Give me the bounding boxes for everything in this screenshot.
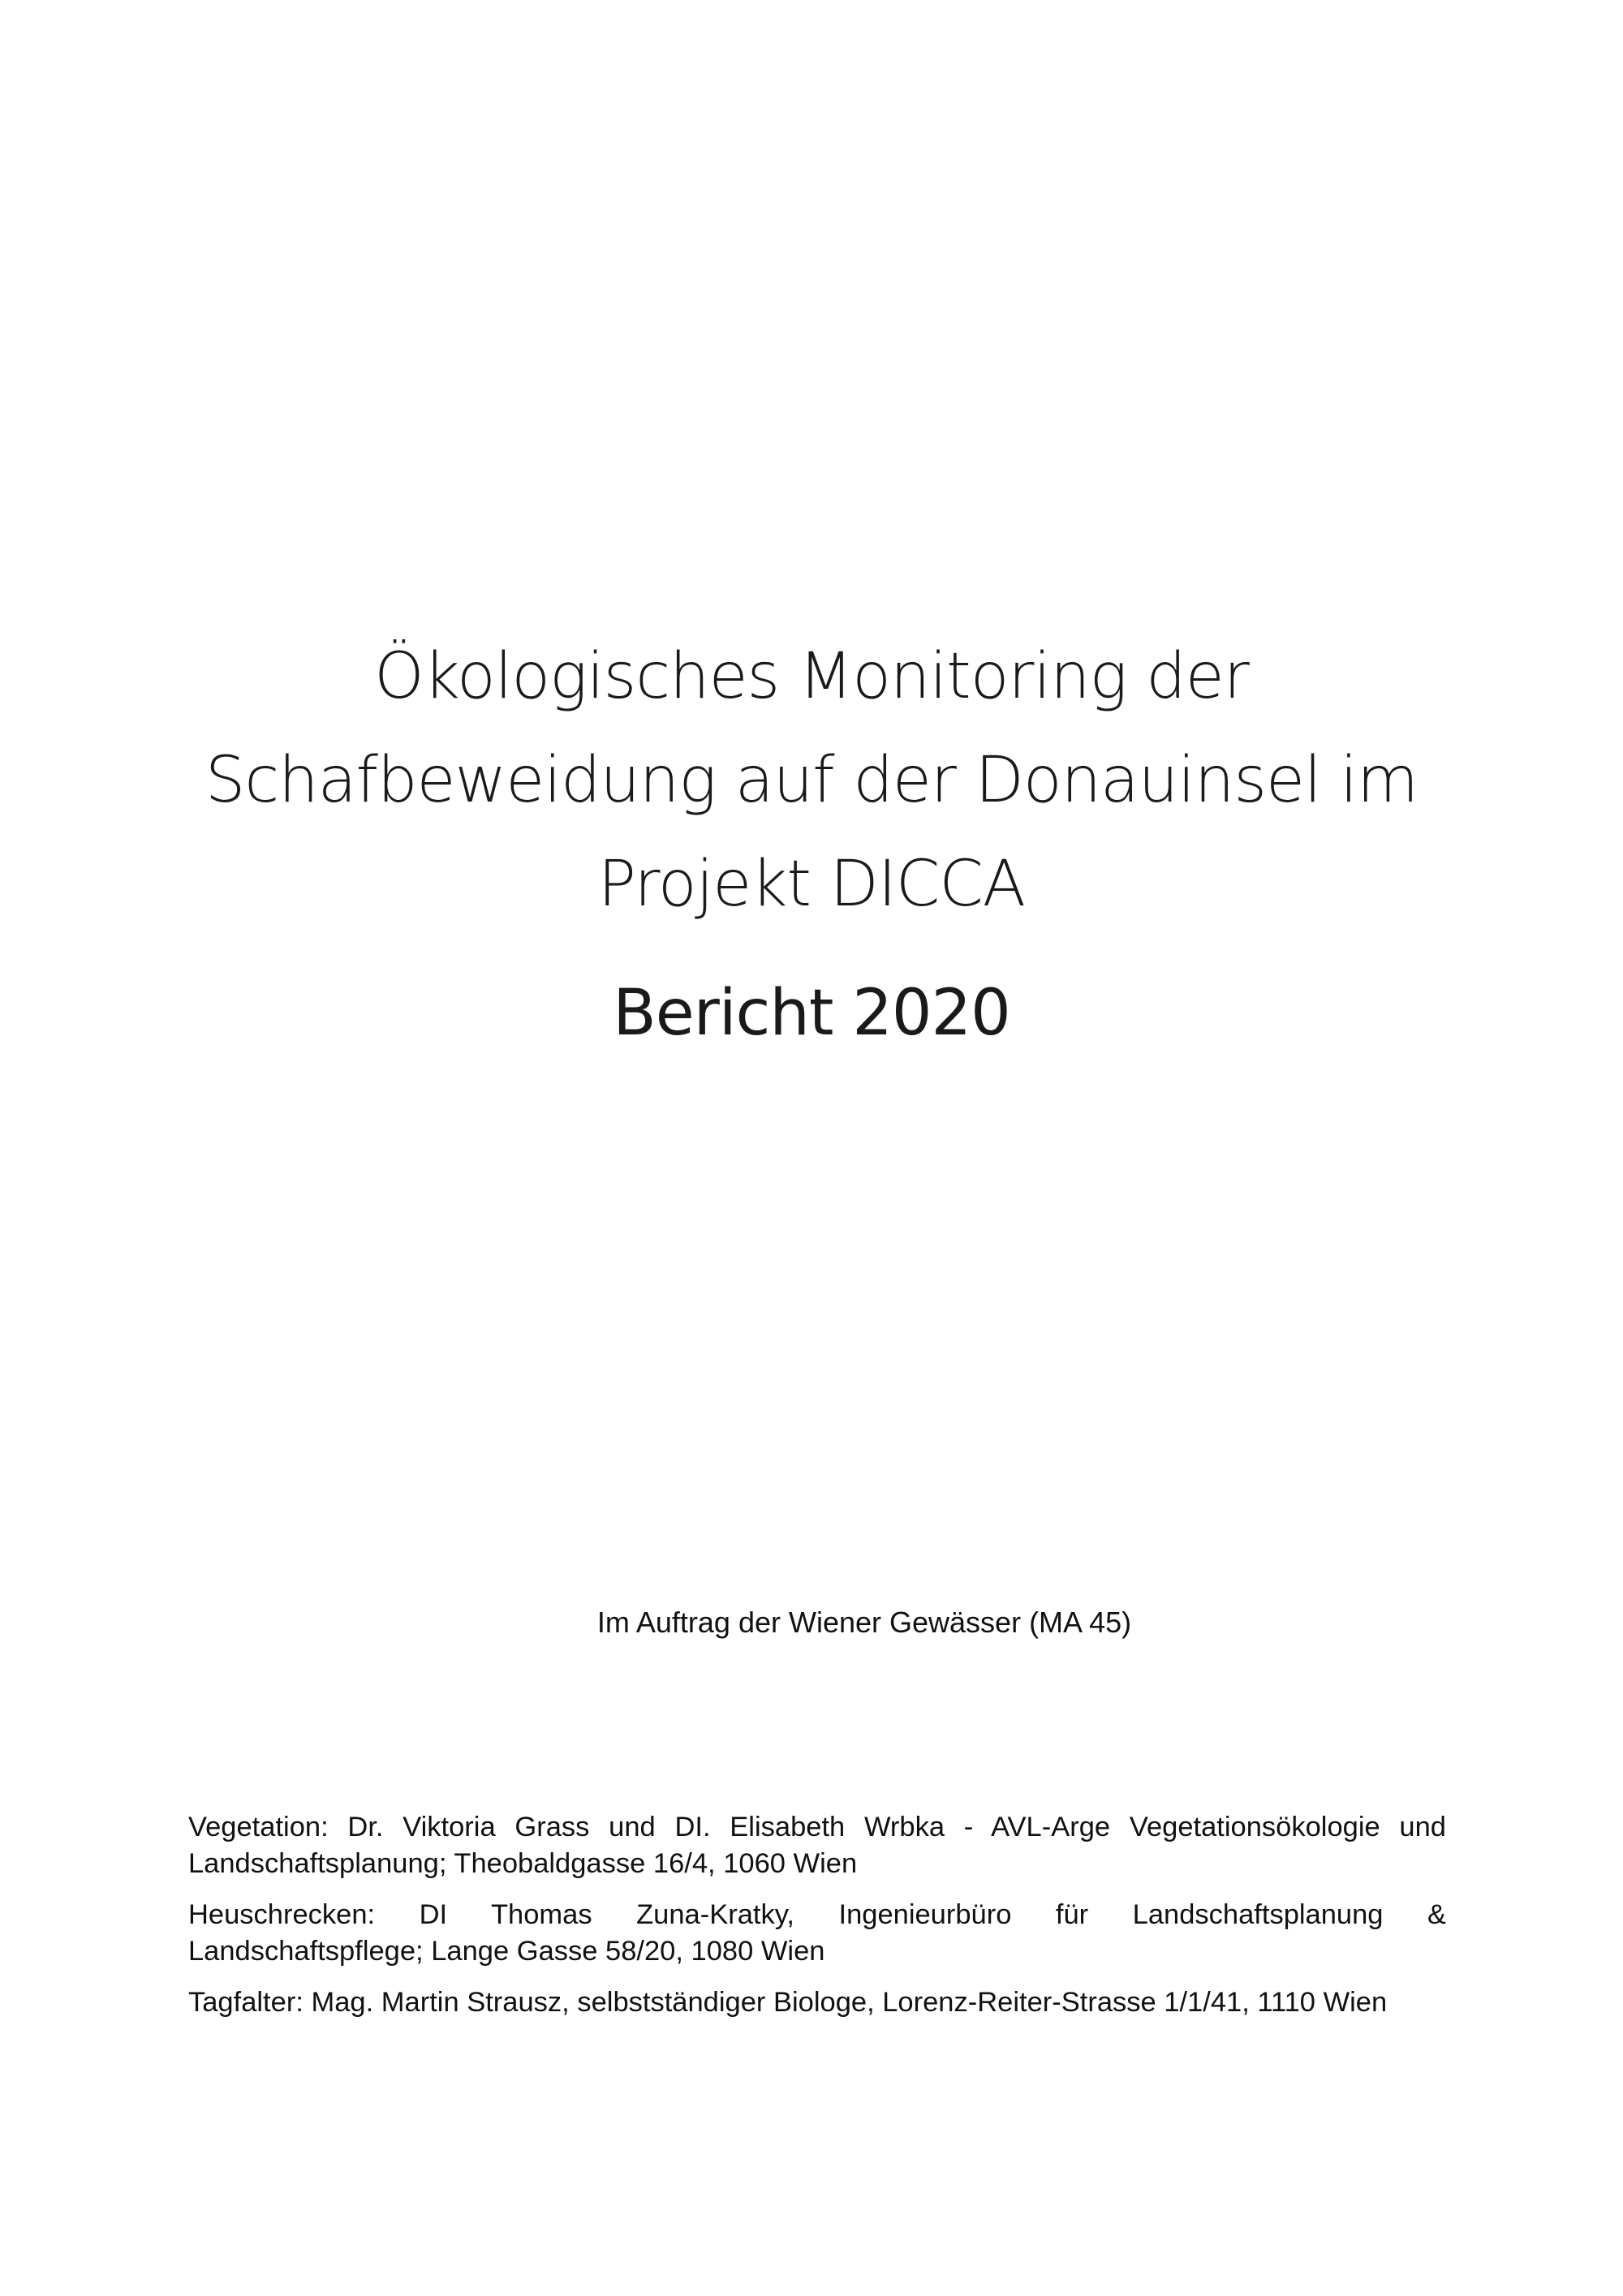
- credits-block: [188, 1809, 1446, 2036]
- credit-line: Landschaftsplanung; Theobaldgasse 16/4, 1060 Wien: [188, 1848, 858, 1879]
- credit-vegetation: [188, 1809, 1446, 1882]
- page-title: [0, 625, 1623, 936]
- credit-line: Landschaftspflege; Lange Gasse 58/20, 1080 Wien: [188, 1936, 825, 1967]
- title-line: Ökologisches Monitoring der: [374, 640, 1249, 713]
- credit-butterflies: [188, 1984, 1446, 2021]
- credit-line: Heuschrecken: DI Thomas Zuna-Kratky, Ingenieurbüro für Landschaftsplanung &: [188, 1899, 1446, 1930]
- credit-grasshoppers: [188, 1897, 1446, 1970]
- commission-statement: Im Auftrag der Wiener Gewässer (MA 45): [596, 1606, 1132, 1639]
- report-subtitle: Bericht 2020: [613, 977, 1010, 1050]
- title-line: Projekt DICCA: [597, 848, 1026, 921]
- credit-line: Tagfalter: Mag. Martin Strausz, selbstständiger Biologe, Lorenz-Reiter-Strasse 1/1/41, 1110 Wien: [188, 1987, 1388, 2018]
- title-line: Schafbeweidung auf der Donauinsel im: [204, 744, 1419, 817]
- credit-line: Vegetation: Dr. Viktoria Grass und DI. Elisabeth Wrbka - AVL-Arge Vegetationsökologie und: [188, 1812, 1446, 1842]
